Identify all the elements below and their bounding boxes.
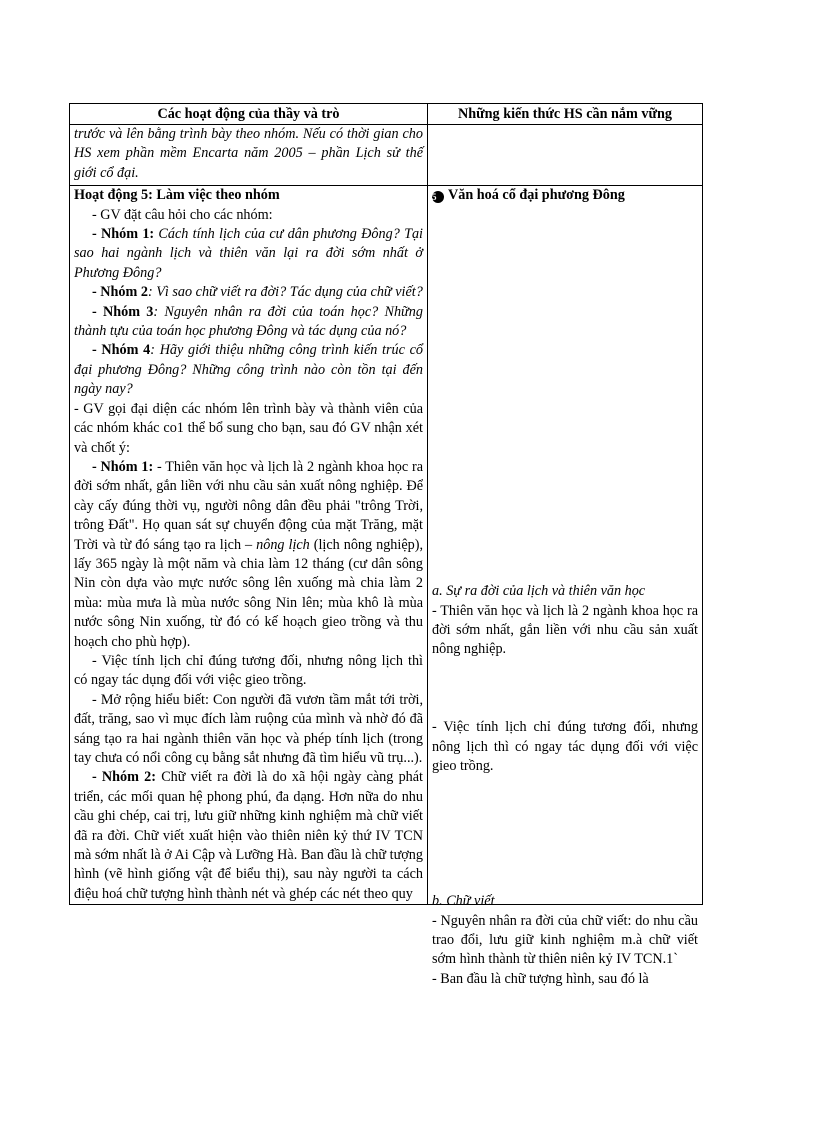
group4-question <box>74 341 423 399</box>
right-b-text: - Nguyên nhân ra đời của chữ viết: do nhu cầu trao đổi, lưu giữ kinh nghiệm m.à chữ viết sớm hình thành từ thiên niên kỷ IV TCN.1` <box>432 912 698 968</box>
right-b-block <box>432 892 698 989</box>
right-a-title: a. Sự ra đời của lịch và thiên văn học <box>432 583 646 600</box>
answer1-italic: nông lịch <box>256 536 310 553</box>
right-a-relative-block <box>432 718 698 776</box>
group2-text: : Vì sao chữ viết ra đời? Tác dụng của chữ viết? <box>147 284 423 301</box>
group1-question <box>74 225 423 283</box>
group3-text: : Nguyên nhân ra đời của toán học? Những thành tựu của toán học phương Đông và tác dụng của nó? <box>74 303 423 340</box>
answer2-text: Chữ viết ra đời là do xã hội ngày càng phát triển, các mối quan hệ phong phú, đa dạng. Hơn nữa do nhu cầu ghi chép, cai trị, lưu giữ những kinh nghiệm mà chữ viết đã ra đời. Chữ viết xuất hiện vào thiên niên kỷ thứ IV TCN mà sớm nhất là ở Ai Cập và Lưỡng Hà. Ban đầu là chữ tượng hình (vẽ hình giống vật để biểu thị), sau này người ta cách điệu hoá chữ tượng hình thành nét và ghép các nét theo quy <box>74 769 423 902</box>
right-a-text: - Thiên văn học và lịch là 2 ngành khoa học ra đời sớm nhất, gắn liền với nhu cầu sản xuất nông nghiệp. <box>432 602 698 658</box>
row1-text: trước và lên bằng trình bày theo nhóm. Nếu có thời gian cho HS xem phần mềm Encarta năm 2005 – phần Lịch sử thế giới cổ đại. <box>74 126 423 181</box>
group4-text: : Hãy giới thiệu những công trình kiến trúc cổ đại phương Đông? Những công trình nào còn tồn tại đến ngày nay? <box>74 342 423 398</box>
answer1 <box>74 458 423 652</box>
header-knowledge: Những kiến thức HS cần nắm vững <box>428 104 703 125</box>
answer1-label: - Nhóm 1: <box>92 458 154 475</box>
group3-question <box>74 303 423 342</box>
lesson-table <box>69 103 703 987</box>
right-section-title <box>432 186 698 205</box>
row1-right <box>428 125 703 186</box>
gv-call: - GV gọi đại diện các nhóm lên trình bày và thành viên của các nhóm khác co1 thể bổ sung cho bạn, sau đó GV nhận xét và chốt ý: <box>74 400 423 456</box>
group2-question <box>74 283 423 302</box>
table-header-row <box>70 104 703 125</box>
right-a-relative: - Việc tính lịch chỉ đúng tương đối, nhưng nông lịch thì có ngay tác dụng đối với việc gieo trồng. <box>432 719 698 775</box>
row2-right <box>428 186 703 987</box>
answer1-relative: - Việc tính lịch chỉ đúng tương đối, nhưng nông lịch thì có ngay tác dụng đối với việc gieo trồng. <box>74 652 423 689</box>
document-page <box>69 103 702 987</box>
group4-label: - Nhóm 4 <box>92 342 151 359</box>
right-b-title: b. Chữ viết <box>432 893 495 910</box>
group1-label: - Nhóm 1: <box>92 226 155 243</box>
right-title: Văn hoá cổ đại phương Đông <box>448 187 625 204</box>
group1-text: Cách tính lịch của cư dân phương Đông? Tại sao hai ngành lịch và thiên văn lại ra đời sớm nhất ở Phương Đông? <box>74 226 423 281</box>
table-row <box>70 125 703 186</box>
header-activities: Các hoạt động của thầy và trò <box>70 104 428 125</box>
group2-label: - Nhóm 2 <box>92 284 148 301</box>
answer2-label: - Nhóm 2: <box>92 769 156 786</box>
activity-title: Hoạt động 5: Làm việc theo nhóm <box>74 187 280 204</box>
table-row <box>70 186 703 905</box>
right-a-block <box>432 582 698 660</box>
number-bullet-icon: 5 <box>432 191 444 203</box>
gv-question: - GV đặt câu hỏi cho các nhóm: <box>92 206 273 223</box>
answer1-expand: - Mở rộng hiểu biết: Con người đã vươn tầm mắt tới trời, đất, trăng, sao vì mục đích làm ruộng của mình và nhờ đó đã sáng tạo ra hai ngành thiên văn học và phép tính lịch (trong tay chưa có nổi công cụ bằng sắt nhưng đã tìm hiểu vũ trụ...). <box>74 691 423 766</box>
group3-label: - Nhóm 3 <box>92 303 154 320</box>
answer1-text: - Thiên văn học và lịch là 2 ngành khoa học ra đời sớm nhất, gắn liền với nhu cầu sản xuất nông nghiệp. Để cày cấy đúng thời vụ, người nông dân đều phải "trông Trời, trông Đất". Họ quan sát sự chuyển động của mặt Trăng, mặt Trời và từ đó sáng tạo ra lịch – <box>74 458 423 553</box>
answer2 <box>74 768 423 904</box>
right-b-text2: - Ban đầu là chữ tượng hình, sau đó là <box>432 970 649 987</box>
answer1-rest: (lịch nông nghiệp), lấy 365 ngày là một năm và chia làm 12 tháng (cư dân sông Nin còn dựa vào mực nước sông lên xuống mà chia làm 2 mùa: mùa mưa là mùa nước sông Nin lên; mùa khô là mùa nước sông Nin xuống, từ đó có kế hoạch gieo trồng và thu hoạch cho phù hợp). <box>74 536 423 650</box>
row2-left <box>70 186 428 905</box>
row1-left <box>70 125 428 186</box>
